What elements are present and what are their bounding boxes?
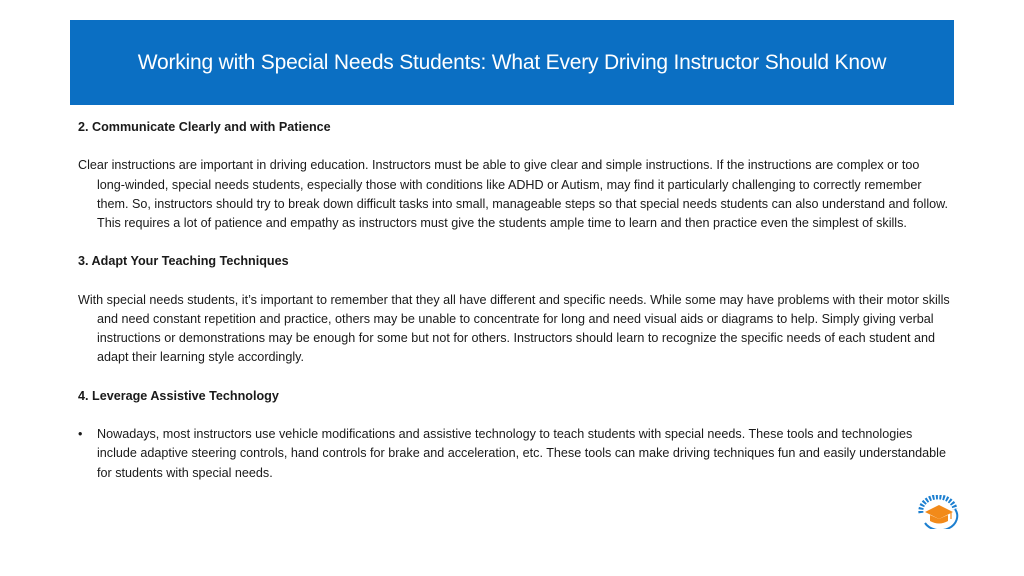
section-body-assistive-technology: Nowadays, most instructors use vehicle modifications and assistive technology to teach students with special needs. These tools and technologies include adaptive steering controls, hand controls for brake and acceleration, etc. These tools can make driving techniques fun and easily understandable for students with special needs.: [97, 427, 946, 480]
bullet-icon: •: [78, 427, 83, 442]
page-title: Working with Special Needs Students: What Every Driving Instructor Should Know: [137, 50, 887, 74]
section-heading-communicate: 2. Communicate Clearly and with Patience: [78, 120, 331, 134]
slide-content: [78, 118, 950, 483]
section-heading-adapt: 3. Adapt Your Teaching Techniques: [78, 254, 289, 269]
title-banner: [70, 20, 954, 105]
bullet-item: [78, 425, 950, 483]
graduation-cap-logo-icon: [915, 495, 961, 529]
section-body-adapt: With special needs students, it’s important to remember that they all have different and specific needs. While some may have problems with their motor skills and need constant repetition and practice, others may be unable to concentrate for long and need visual aids or diagrams to help. Simply giving verbal instructions or demonstrations may be enough for some but not for others. Instructors should learn to recognize the specific needs of each student and adapt their learning style accordingly.: [78, 292, 950, 365]
section-body-communicate: Clear instructions are important in driving education. Instructors must be able to give clear and simple instructions. If the instructions are complex or too long-winded, special needs students, especially those with conditions like ADHD or Autism, may find it particularly challenging to correctly remember them. So, instructors should try to break down difficult tasks into small, manageable steps so that special needs students can also understand and follow. This requires a lot of patience and empathy as instructors must give the students ample time to learn and then practice even the simplest of skills.: [78, 158, 949, 230]
section-heading-assistive-technology: 4. Leverage Assistive Technology: [78, 388, 279, 403]
